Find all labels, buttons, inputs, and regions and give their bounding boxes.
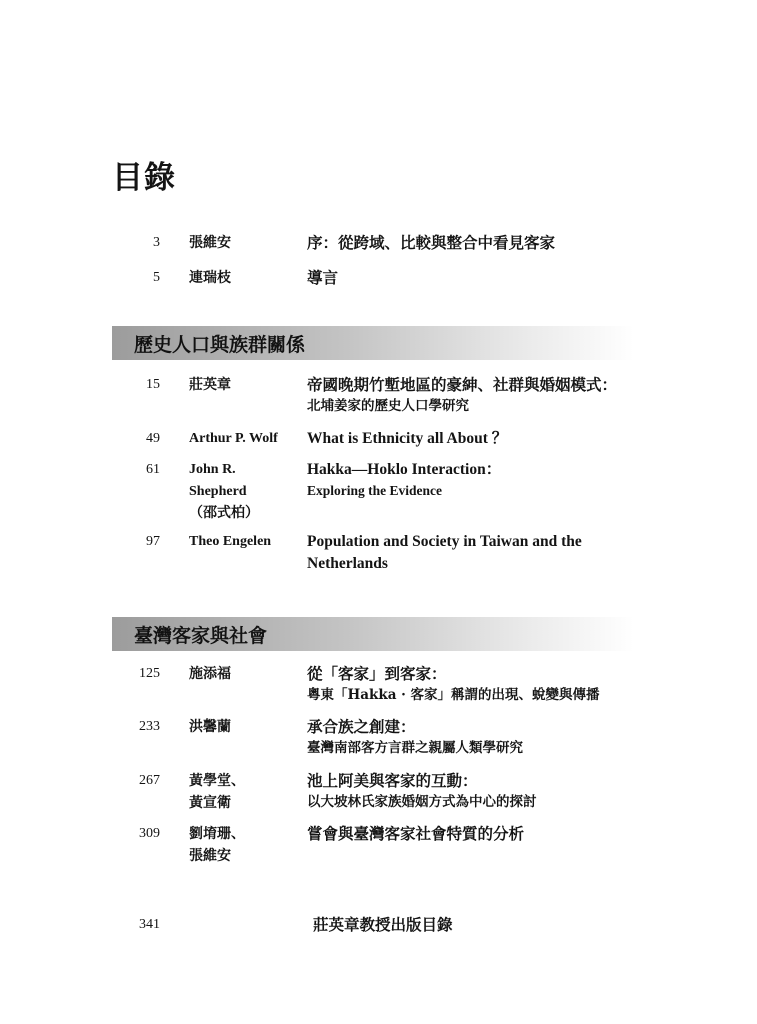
chapter-title: What is Ethnicity all About ？ — [307, 430, 508, 447]
author-line: 洪馨蘭 — [189, 719, 231, 735]
chapter-title: 嘗會與臺灣客家社會特質的分析 — [307, 824, 525, 843]
page-number: 97 — [146, 534, 160, 549]
author — [189, 267, 299, 289]
author-line: Shepherd — [189, 484, 247, 499]
chapter-title: 從「客家」到客家： — [307, 664, 447, 683]
page-number: 341 — [139, 917, 160, 932]
chapter-title: Population and Society in Taiwan and the Netherlands — [307, 533, 582, 572]
author — [189, 770, 299, 814]
chapter-title: 莊英章教授出版目錄 — [313, 915, 453, 934]
author-line: Theo Engelen — [189, 534, 272, 549]
section-heading: 歷史人口與族群關係 — [134, 334, 306, 356]
chapter-subtitle: 粵東「Hakka · 客家」稱謂的出現、蛻變與傳播 — [307, 687, 600, 703]
page-number: 5 — [153, 270, 160, 285]
author-line: John R. — [189, 462, 236, 477]
author — [189, 374, 299, 396]
author — [189, 459, 299, 525]
page-number: 267 — [139, 773, 160, 788]
page-number: 3 — [153, 235, 160, 250]
author-line: 張維安 — [189, 848, 231, 864]
section-heading-band — [112, 326, 634, 360]
chapter-title: Hakka—Hoklo Interaction： — [307, 461, 502, 478]
page-number: 309 — [139, 826, 160, 841]
chapter-subtitle: 北埔姜家的歷史人口學研究 — [307, 398, 469, 414]
page-title: 目錄 — [112, 160, 176, 196]
page-number: 233 — [139, 719, 160, 734]
page-number: 125 — [139, 666, 160, 681]
author-line: 劉堉珊、 — [189, 826, 245, 842]
author — [189, 428, 299, 450]
chapter-title: 導言 — [307, 268, 339, 287]
chapter-subtitle: 臺灣南部客方言群之親屬人類學研究 — [307, 740, 523, 756]
section-heading-band — [112, 617, 634, 651]
chapter-subtitle: Exploring the Evidence — [307, 483, 443, 498]
author-line: Arthur P. Wolf — [189, 431, 278, 446]
author — [189, 663, 299, 685]
author — [189, 232, 299, 254]
author-line: 莊英章 — [189, 377, 231, 393]
author-line: 黃學堂、 — [189, 773, 245, 789]
author-line: 張維安 — [189, 235, 231, 251]
chapter-title: 池上阿美與客家的互動： — [307, 771, 478, 790]
author — [189, 716, 299, 738]
page-number: 61 — [146, 462, 160, 477]
author-line: 連瑞枝 — [189, 270, 231, 286]
author-line: （邵式柏） — [189, 506, 259, 521]
author — [189, 531, 299, 553]
author-line: 黃宣衛 — [189, 795, 231, 811]
chapter-title: 序：從跨域、比較與整合中看見客家 — [307, 233, 556, 252]
chapter-subtitle: 以大坡林氏家族婚姻方式為中心的探討 — [307, 794, 537, 810]
chapter-title: 承合族之創建： — [307, 717, 416, 736]
author-line: 施添福 — [189, 666, 231, 682]
page-number: 49 — [146, 431, 160, 446]
section-heading: 臺灣客家與社會 — [134, 625, 268, 647]
chapter-title: 帝國晚期竹塹地區的豪紳、社群與婚姻模式： — [307, 375, 618, 394]
author — [189, 823, 299, 867]
page-number: 15 — [146, 377, 160, 392]
